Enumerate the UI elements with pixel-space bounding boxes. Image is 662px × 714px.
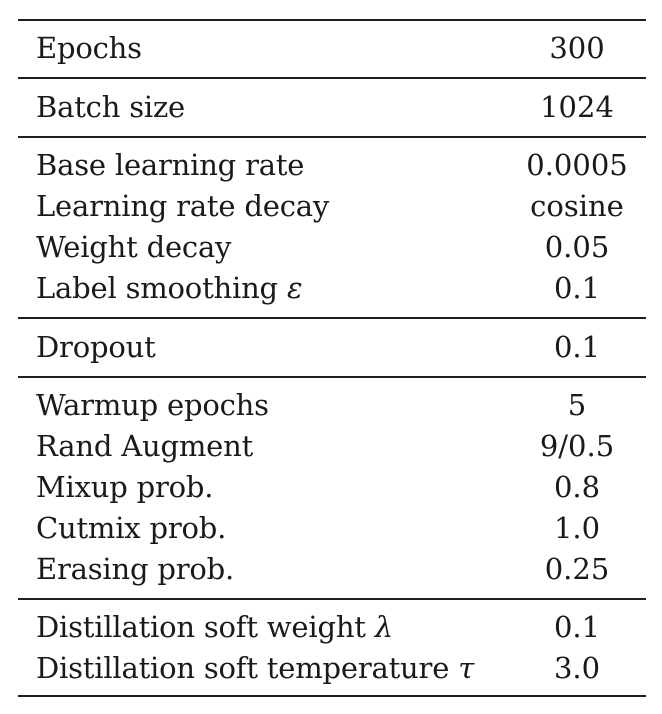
table-row: [36, 86, 630, 127]
row-label: Cutmix prob.: [36, 510, 227, 545]
row-value: 0.1: [553, 270, 601, 305]
table-row: [36, 507, 630, 548]
row-value: 3.0: [553, 650, 601, 685]
row-value: 9/0.5: [539, 428, 615, 463]
row-value: 5: [567, 387, 587, 422]
row-label: Weight decay: [36, 229, 232, 264]
row-value: cosine: [530, 188, 624, 223]
group-divider: [18, 376, 646, 378]
row-value: 0.05: [544, 229, 610, 264]
table-row: [36, 647, 630, 688]
table-row: [36, 226, 630, 267]
table-row: [36, 606, 630, 647]
row-value: 300: [549, 30, 605, 65]
table-row: [36, 144, 630, 185]
group-divider: [18, 136, 646, 138]
row-label: Erasing prob.: [36, 551, 235, 586]
bottom-rule: [18, 695, 646, 697]
table-row: [36, 27, 630, 68]
row-value: 1024: [540, 89, 614, 124]
group-divider: [18, 598, 646, 600]
table-row: [36, 326, 630, 367]
row-label: Batch size: [36, 89, 185, 124]
row-label: Distillation soft temperature τ: [36, 650, 475, 685]
row-value: 0.0005: [526, 147, 628, 182]
table-row: [36, 466, 630, 507]
row-label: Rand Augment: [36, 428, 254, 463]
table-row: [36, 548, 630, 589]
top-rule: [18, 19, 646, 21]
table-row: [36, 185, 630, 226]
table-row: [36, 267, 630, 308]
group-divider: [18, 317, 646, 319]
row-label: Distillation soft weight λ: [36, 609, 393, 644]
row-value: 0.25: [544, 551, 610, 586]
row-label: Warmup epochs: [36, 387, 269, 422]
row-label: Label smoothing ε: [36, 270, 303, 305]
row-label: Epochs: [36, 30, 142, 65]
row-label: Learning rate decay: [36, 188, 330, 223]
row-value: 0.8: [553, 469, 601, 504]
table-row: [36, 425, 630, 466]
row-value: 0.1: [553, 329, 601, 364]
row-value: 0.1: [553, 609, 601, 644]
row-label: Dropout: [36, 329, 156, 364]
group-divider: [18, 77, 646, 79]
table-row: [36, 384, 630, 425]
row-value: 1.0: [553, 510, 601, 545]
row-label: Mixup prob.: [36, 469, 214, 504]
row-label: Base learning rate: [36, 147, 305, 182]
